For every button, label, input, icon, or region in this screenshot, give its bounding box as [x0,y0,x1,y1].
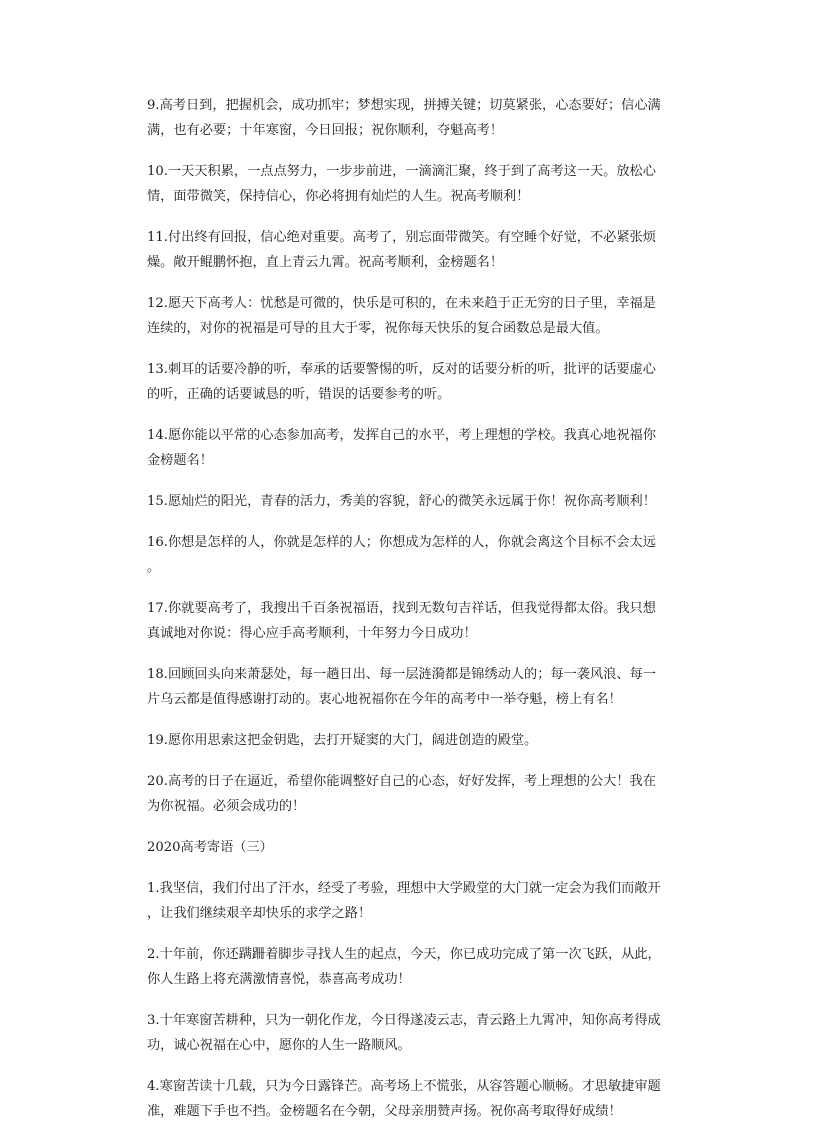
paragraph-line: 19.愿你用思索这把金钥匙，去打开疑窦的大门，阔进创造的殿堂。 [147,733,538,748]
paragraph-line: 11.付出终有回报，信心绝对重要。高考了，别忘面带微笑。有空睡个好觉，不必紧张烦 [147,230,656,245]
paragraph-line: 燥。敞开鲲鹏怀抱，直上青云九霄。祝高考顺利，金榜题名！ [147,255,504,270]
section-heading: 2020高考寄语（三） [147,840,273,855]
paragraph-line: 17.你就要高考了，我搜出千百条祝福语，找到无数句吉祥话，但我觉得都太俗。我只想 [147,601,656,616]
paragraph-19 [147,728,673,753]
paragraph-s3-3 [147,1008,673,1058]
paragraph-10 [147,159,673,209]
paragraph-line: 你人生路上将充满激情喜悦，恭喜高考成功！ [147,972,411,987]
paragraph-line: 。 [147,560,161,575]
paragraph-line: 9.高考日到，把握机会，成功抓牢；梦想实现，拼搏关键；切莫紧张，心态要好；信心满 [147,98,661,113]
paragraph-line: 情，面带微笑，保持信心，你必将拥有灿烂的人生。祝高考顺利！ [147,189,530,204]
paragraph-line: 2.十年前，你还蹒跚着脚步寻找人生的起点，今天，你已成功完成了第一次飞跃，从此， [147,947,661,962]
paragraph-line: 3.十年寒窗苦耕种，只为一朝化作龙，今日得遂凌云志，青云路上九霄冲，知你高考得成 [147,1013,661,1028]
paragraph-line: 13.刺耳的话要冷静的听，奉承的话要警惕的听，反对的话要分析的听，批评的话要虚心 [147,362,656,377]
paragraph-16 [147,530,673,580]
paragraph-line: 12.愿天下高考人：忧愁是可微的，快乐是可积的，在未来趋于正无穷的日子里，幸福是 [147,296,656,311]
paragraph-line: 10.一天天积累，一点点努力，一步步前进，一滴滴汇聚，终于到了高考这一天。放松心 [147,164,656,179]
paragraph-line: 准，难题下手也不挡。金榜题名在今朝，父母亲朋赞声扬。祝你高考取得好成绩！ [147,1104,622,1119]
document-body [0,93,816,1140]
paragraph-line: 15.愿灿烂的阳光，青春的活力，秀美的容貌，舒心的微笑永远属于你！祝你高考顺利！ [147,494,656,509]
paragraph-line: 20.高考的日子在逼近，希望你能调整好自己的心态，好好发挥，考上理想的公大！我在 [147,774,656,789]
paragraph-17 [147,596,673,646]
paragraph-s3-2 [147,942,673,992]
paragraph-line: 16.你想是怎样的人，你就是怎样的人；你想成为怎样的人，你就会离这个目标不会太远 [147,535,656,550]
paragraph-18 [147,662,673,712]
paragraph-12 [147,291,673,341]
paragraph-20 [147,769,673,819]
paragraph-line: 18.回顾回头向来萧瑟处，每一趟日出、每一层涟漪都是锦绣动人的；每一袭风浪、每一 [147,667,656,682]
paragraph-line: 功，诚心祝福在心中，愿你的人生一路顺风。 [147,1038,411,1053]
paragraph-line: 片乌云都是值得感谢打动的。衷心地祝福你在今年的高考中一举夺魁，榜上有名！ [147,692,622,707]
paragraph-line: 14.愿你能以平常的心态参加高考，发挥自己的水平，考上理想的学校。我真心地祝福你 [147,428,656,443]
paragraph-11 [147,225,673,275]
paragraph-9 [147,93,673,143]
paragraph-line: 金榜题名！ [147,453,213,468]
paragraph-15 [147,489,673,514]
paragraph-line: 的听，正确的话要诚恳的听，错误的话要参考的听。 [147,387,451,402]
paragraph-line: 1.我坚信，我们付出了汗水，经受了考验，理想中大学殿堂的大门就一定会为我们而敞开 [147,881,661,896]
paragraph-line: 真诚地对你说：得心应手高考顺利，十年努力今日成功！ [147,626,477,641]
paragraph-13 [147,357,673,407]
paragraph-line: 连续的，对你的祝福是可导的且大于零，祝你每天快乐的复合函数总是最大值。 [147,321,609,336]
paragraph-line: 为你祝福。必须会成功的！ [147,799,306,814]
paragraph-s3-1 [147,876,673,926]
paragraph-line: ，让我们继续艰辛却快乐的求学之路！ [147,906,372,921]
paragraph-14 [147,423,673,473]
paragraph-s3-4 [147,1074,673,1124]
paragraph-line: 4.寒窗苦读十几载，只为今日露锋芒。高考场上不慌张，从容答题心顺畅。才思敏捷审题 [147,1079,661,1094]
paragraph-line: 满，也有必要；十年寒窗，今日回报；祝你顺利，夺魁高考！ [147,123,504,138]
